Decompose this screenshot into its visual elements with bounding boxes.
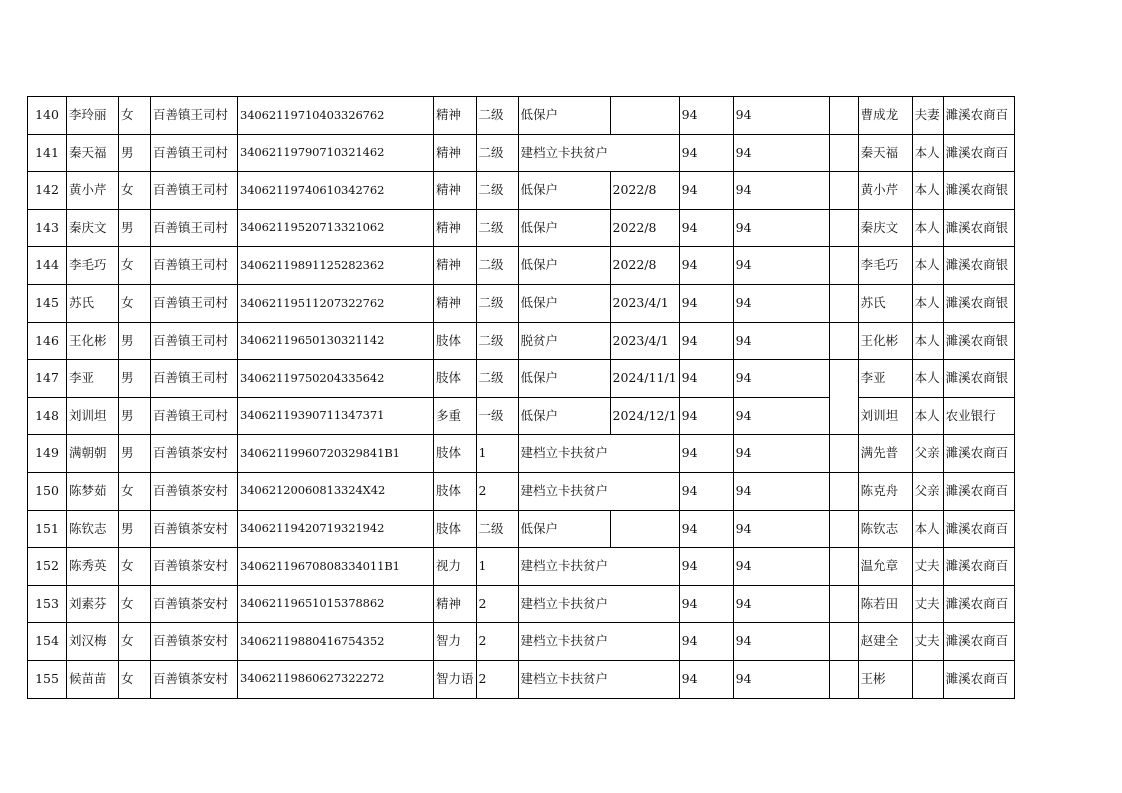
disability-level-cell: 二级 — [476, 360, 518, 398]
amount-1-cell: 94 — [679, 472, 733, 510]
relation-cell: 夫妻 — [912, 97, 943, 135]
id-number-cell: 34062119511207322762 — [238, 284, 434, 322]
disability-level-cell: 2 — [476, 623, 518, 661]
amount-1-cell: 94 — [679, 510, 733, 548]
bank-name-cell: 濉溪农商百 — [943, 548, 1014, 586]
address-cell: 百善镇王司村 — [151, 209, 238, 247]
person-name-cell: 苏氏 — [67, 284, 119, 322]
amount-1-cell: 94 — [679, 397, 733, 435]
bank-name-cell: 濉溪农商百 — [943, 510, 1014, 548]
relation-cell: 本人 — [912, 284, 943, 322]
id-number-cell: 34062119740610342762 — [238, 172, 434, 210]
amount-2-cell: 94 — [733, 284, 829, 322]
blank-cell-cell — [829, 510, 858, 548]
disability-type-cell: 肢体 — [434, 360, 477, 398]
household-category-cell: 低保户 — [518, 97, 610, 135]
amount-2-cell: 94 — [733, 397, 829, 435]
bank-name-cell: 濉溪农商银 — [943, 172, 1014, 210]
disability-level-cell: 二级 — [476, 97, 518, 135]
gender-cell: 女 — [119, 284, 151, 322]
disability-type-cell: 智力语 — [434, 660, 477, 698]
recipient-name-cell: 满先普 — [858, 435, 912, 473]
amount-1-cell: 94 — [679, 209, 733, 247]
table-row — [28, 548, 1015, 586]
relation-cell: 丈夫 — [912, 548, 943, 586]
blank-cell-cell — [829, 247, 858, 285]
start-date-cell — [610, 660, 679, 698]
person-name-cell: 刘训坦 — [67, 397, 119, 435]
household-category-cell: 低保户 — [518, 510, 610, 548]
recipient-name-cell: 刘训坦 — [858, 397, 912, 435]
address-cell: 百善镇王司村 — [151, 172, 238, 210]
person-name-cell: 陈秀英 — [67, 548, 119, 586]
household-category-cell: 建档立卡扶贫户 — [518, 472, 610, 510]
disability-type-cell: 肢体 — [434, 510, 477, 548]
id-number-cell: 34062119880416754352 — [238, 623, 434, 661]
person-name-cell: 陈梦茹 — [67, 472, 119, 510]
start-date-cell — [610, 435, 679, 473]
disability-level-cell: 一级 — [476, 397, 518, 435]
amount-1-cell: 94 — [679, 247, 733, 285]
id-number-cell: 34062119651015378862 — [238, 585, 434, 623]
gender-cell: 男 — [119, 435, 151, 473]
amount-1-cell: 94 — [679, 97, 733, 135]
gender-cell: 男 — [119, 360, 151, 398]
household-category-cell: 低保户 — [518, 397, 610, 435]
start-date-cell: 2023/4/1 — [610, 322, 679, 360]
recipient-name-cell: 陈克舟 — [858, 472, 912, 510]
row-number-cell: 147 — [28, 360, 67, 398]
address-cell: 百善镇茶安村 — [151, 660, 238, 698]
address-cell: 百善镇王司村 — [151, 322, 238, 360]
household-category-cell: 低保户 — [518, 209, 610, 247]
gender-cell: 女 — [119, 660, 151, 698]
table-row — [28, 472, 1015, 510]
disability-type-cell: 肢体 — [434, 435, 477, 473]
start-date-cell — [610, 585, 679, 623]
person-name-cell: 刘汉梅 — [67, 623, 119, 661]
person-name-cell: 候苗苗 — [67, 660, 119, 698]
table-row — [28, 247, 1015, 285]
person-name-cell: 黄小芹 — [67, 172, 119, 210]
amount-2-cell: 94 — [733, 209, 829, 247]
blank-cell-cell — [829, 172, 858, 210]
bank-name-cell: 濉溪农商银 — [943, 247, 1014, 285]
blank-cell-cell — [829, 322, 858, 360]
bank-name-cell: 濉溪农商银 — [943, 322, 1014, 360]
id-number-cell: 34062120060813324X42 — [238, 472, 434, 510]
start-date-cell: 2024/11/1 — [610, 360, 679, 398]
row-number-cell: 152 — [28, 548, 67, 586]
disability-type-cell: 精神 — [434, 134, 477, 172]
disability-level-cell: 二级 — [476, 284, 518, 322]
gender-cell: 女 — [119, 623, 151, 661]
household-category-cell: 低保户 — [518, 284, 610, 322]
recipient-name-cell: 王化彬 — [858, 322, 912, 360]
household-category-cell: 建档立卡扶贫户 — [518, 435, 610, 473]
recipient-name-cell: 赵建全 — [858, 623, 912, 661]
table-row — [28, 97, 1015, 135]
gender-cell: 女 — [119, 172, 151, 210]
household-category-cell: 建档立卡扶贫户 — [518, 623, 610, 661]
address-cell: 百善镇茶安村 — [151, 623, 238, 661]
table-body — [28, 97, 1015, 699]
disability-level-cell: 二级 — [476, 322, 518, 360]
relation-cell: 丈夫 — [912, 585, 943, 623]
blank-cell-cell — [829, 97, 858, 135]
relation-cell: 父亲 — [912, 435, 943, 473]
amount-2-cell: 94 — [733, 247, 829, 285]
row-number-cell: 140 — [28, 97, 67, 135]
blank-cell-cell — [829, 397, 858, 435]
amount-1-cell: 94 — [679, 660, 733, 698]
blank-cell-cell — [829, 623, 858, 661]
amount-1-cell: 94 — [679, 585, 733, 623]
gender-cell: 男 — [119, 322, 151, 360]
gender-cell: 女 — [119, 548, 151, 586]
relation-cell — [912, 660, 943, 698]
amount-2-cell: 94 — [733, 585, 829, 623]
disability-level-cell: 二级 — [476, 247, 518, 285]
row-number-cell: 146 — [28, 322, 67, 360]
start-date-cell: 2022/8 — [610, 209, 679, 247]
amount-2-cell: 94 — [733, 322, 829, 360]
recipient-name-cell: 陈钦志 — [858, 510, 912, 548]
amount-1-cell: 94 — [679, 548, 733, 586]
start-date-cell: 2024/12/1 — [610, 397, 679, 435]
amount-2-cell: 94 — [733, 510, 829, 548]
recipient-name-cell: 苏氏 — [858, 284, 912, 322]
disability-level-cell: 二级 — [476, 134, 518, 172]
recipient-name-cell: 李亚 — [858, 360, 912, 398]
disability-type-cell: 智力 — [434, 623, 477, 661]
address-cell: 百善镇王司村 — [151, 247, 238, 285]
household-category-cell: 低保户 — [518, 247, 610, 285]
amount-1-cell: 94 — [679, 360, 733, 398]
table-row — [28, 172, 1015, 210]
id-number-cell: 34062119520713321062 — [238, 209, 434, 247]
start-date-cell: 2023/4/1 — [610, 284, 679, 322]
disability-type-cell: 多重 — [434, 397, 477, 435]
disability-type-cell: 视力 — [434, 548, 477, 586]
row-number-cell: 150 — [28, 472, 67, 510]
table-row — [28, 585, 1015, 623]
amount-2-cell: 94 — [733, 660, 829, 698]
table-row — [28, 623, 1015, 661]
table-row — [28, 397, 1015, 435]
address-cell: 百善镇王司村 — [151, 97, 238, 135]
table-row — [28, 209, 1015, 247]
recipient-name-cell: 陈若田 — [858, 585, 912, 623]
amount-1-cell: 94 — [679, 322, 733, 360]
person-name-cell: 满朝朝 — [67, 435, 119, 473]
amount-1-cell: 94 — [679, 623, 733, 661]
gender-cell: 男 — [119, 134, 151, 172]
disability-type-cell: 精神 — [434, 247, 477, 285]
gender-cell: 男 — [119, 510, 151, 548]
id-number-cell: 34062119860627322272 — [238, 660, 434, 698]
person-name-cell: 秦庆文 — [67, 209, 119, 247]
disability-type-cell: 精神 — [434, 97, 477, 135]
amount-2-cell: 94 — [733, 623, 829, 661]
person-name-cell: 李玲丽 — [67, 97, 119, 135]
bank-name-cell: 濉溪农商百 — [943, 660, 1014, 698]
recipient-name-cell: 李毛巧 — [858, 247, 912, 285]
table-row — [28, 660, 1015, 698]
blank-cell-cell — [829, 660, 858, 698]
start-date-cell — [610, 623, 679, 661]
row-number-cell: 155 — [28, 660, 67, 698]
disability-type-cell: 精神 — [434, 209, 477, 247]
bank-name-cell: 濉溪农商银 — [943, 284, 1014, 322]
household-category-cell: 建档立卡扶贫户 — [518, 548, 610, 586]
person-name-cell: 王化彬 — [67, 322, 119, 360]
amount-1-cell: 94 — [679, 172, 733, 210]
gender-cell: 男 — [119, 209, 151, 247]
blank-cell-cell — [829, 209, 858, 247]
start-date-cell — [610, 548, 679, 586]
person-name-cell: 李毛巧 — [67, 247, 119, 285]
disability-type-cell: 肢体 — [434, 472, 477, 510]
start-date-cell — [610, 134, 679, 172]
address-cell: 百善镇茶安村 — [151, 435, 238, 473]
recipient-name-cell: 秦庆文 — [858, 209, 912, 247]
amount-1-cell: 94 — [679, 134, 733, 172]
start-date-cell — [610, 472, 679, 510]
bank-name-cell: 濉溪农商百 — [943, 134, 1014, 172]
bank-name-cell: 濉溪农商百 — [943, 585, 1014, 623]
row-number-cell: 153 — [28, 585, 67, 623]
start-date-cell — [610, 510, 679, 548]
disability-level-cell: 1 — [476, 435, 518, 473]
id-number-cell: 34062119420719321942 — [238, 510, 434, 548]
amount-2-cell: 94 — [733, 172, 829, 210]
household-category-cell: 脱贫户 — [518, 322, 610, 360]
recipient-name-cell: 曹成龙 — [858, 97, 912, 135]
household-category-cell: 建档立卡扶贫户 — [518, 134, 610, 172]
amount-2-cell: 94 — [733, 134, 829, 172]
table-row — [28, 134, 1015, 172]
bank-name-cell: 濉溪农商百 — [943, 97, 1014, 135]
amount-1-cell: 94 — [679, 284, 733, 322]
household-category-cell: 建档立卡扶贫户 — [518, 660, 610, 698]
address-cell: 百善镇茶安村 — [151, 472, 238, 510]
relation-cell: 本人 — [912, 247, 943, 285]
disability-type-cell: 精神 — [434, 284, 477, 322]
disability-level-cell: 二级 — [476, 209, 518, 247]
household-category-cell: 低保户 — [518, 360, 610, 398]
address-cell: 百善镇王司村 — [151, 284, 238, 322]
id-number-cell: 34062119750204335642 — [238, 360, 434, 398]
gender-cell: 女 — [119, 247, 151, 285]
relation-cell: 本人 — [912, 397, 943, 435]
recipient-name-cell: 秦天福 — [858, 134, 912, 172]
recipient-name-cell: 王彬 — [858, 660, 912, 698]
bank-name-cell: 濉溪农商百 — [943, 623, 1014, 661]
person-name-cell: 刘素芬 — [67, 585, 119, 623]
disability-type-cell: 肢体 — [434, 322, 477, 360]
blank-cell-cell — [829, 472, 858, 510]
amount-2-cell: 94 — [733, 360, 829, 398]
amount-2-cell: 94 — [733, 435, 829, 473]
start-date-cell — [610, 97, 679, 135]
id-number-cell: 34062119891125282362 — [238, 247, 434, 285]
relation-cell: 本人 — [912, 360, 943, 398]
row-number-cell: 143 — [28, 209, 67, 247]
household-category-cell: 低保户 — [518, 172, 610, 210]
id-number-cell: 34062119390711347371 — [238, 397, 434, 435]
disability-level-cell: 二级 — [476, 510, 518, 548]
relation-cell: 父亲 — [912, 472, 943, 510]
relation-cell: 本人 — [912, 134, 943, 172]
row-number-cell: 141 — [28, 134, 67, 172]
bank-name-cell: 濉溪农商百 — [943, 472, 1014, 510]
blank-cell-cell — [829, 585, 858, 623]
amount-2-cell: 94 — [733, 97, 829, 135]
gender-cell: 女 — [119, 472, 151, 510]
disability-level-cell: 二级 — [476, 172, 518, 210]
disability-level-cell: 1 — [476, 548, 518, 586]
disability-type-cell: 精神 — [434, 172, 477, 210]
id-number-cell: 34062119650130321142 — [238, 322, 434, 360]
recipient-name-cell: 黄小芹 — [858, 172, 912, 210]
address-cell: 百善镇王司村 — [151, 397, 238, 435]
blank-cell-cell — [829, 548, 858, 586]
person-name-cell: 秦天福 — [67, 134, 119, 172]
bank-name-cell: 农业银行 — [943, 397, 1014, 435]
disability-level-cell: 2 — [476, 472, 518, 510]
table-row — [28, 510, 1015, 548]
relation-cell: 本人 — [912, 172, 943, 210]
row-number-cell: 144 — [28, 247, 67, 285]
gender-cell: 女 — [119, 97, 151, 135]
disability-level-cell: 2 — [476, 660, 518, 698]
id-number-cell: 34062119710403326762 — [238, 97, 434, 135]
household-category-cell: 建档立卡扶贫户 — [518, 585, 610, 623]
person-name-cell: 李亚 — [67, 360, 119, 398]
relation-cell: 本人 — [912, 322, 943, 360]
amount-2-cell: 94 — [733, 548, 829, 586]
address-cell: 百善镇茶安村 — [151, 548, 238, 586]
disability-level-cell: 2 — [476, 585, 518, 623]
table-row — [28, 360, 1015, 398]
recipient-name-cell: 温允章 — [858, 548, 912, 586]
row-number-cell: 154 — [28, 623, 67, 661]
row-number-cell: 151 — [28, 510, 67, 548]
id-number-cell: 34062119670808334011B1 — [238, 548, 434, 586]
address-cell: 百善镇茶安村 — [151, 585, 238, 623]
id-number-cell: 34062119790710321462 — [238, 134, 434, 172]
blank-cell-cell — [829, 360, 858, 398]
address-cell: 百善镇王司村 — [151, 134, 238, 172]
table-row — [28, 284, 1015, 322]
disability-type-cell: 精神 — [434, 585, 477, 623]
row-number-cell: 149 — [28, 435, 67, 473]
beneficiary-table — [27, 96, 1015, 699]
table-row — [28, 435, 1015, 473]
address-cell: 百善镇茶安村 — [151, 510, 238, 548]
relation-cell: 丈夫 — [912, 623, 943, 661]
relation-cell: 本人 — [912, 209, 943, 247]
blank-cell-cell — [829, 435, 858, 473]
person-name-cell: 陈钦志 — [67, 510, 119, 548]
address-cell: 百善镇王司村 — [151, 360, 238, 398]
table-row — [28, 322, 1015, 360]
start-date-cell: 2022/8 — [610, 172, 679, 210]
bank-name-cell: 濉溪农商银 — [943, 360, 1014, 398]
row-number-cell: 142 — [28, 172, 67, 210]
start-date-cell: 2022/8 — [610, 247, 679, 285]
blank-cell-cell — [829, 134, 858, 172]
amount-2-cell: 94 — [733, 472, 829, 510]
bank-name-cell: 濉溪农商银 — [943, 209, 1014, 247]
row-number-cell: 148 — [28, 397, 67, 435]
bank-name-cell: 濉溪农商百 — [943, 435, 1014, 473]
amount-1-cell: 94 — [679, 435, 733, 473]
relation-cell: 本人 — [912, 510, 943, 548]
blank-cell-cell — [829, 284, 858, 322]
gender-cell: 女 — [119, 585, 151, 623]
row-number-cell: 145 — [28, 284, 67, 322]
gender-cell: 男 — [119, 397, 151, 435]
id-number-cell: 34062119960720329841B1 — [238, 435, 434, 473]
